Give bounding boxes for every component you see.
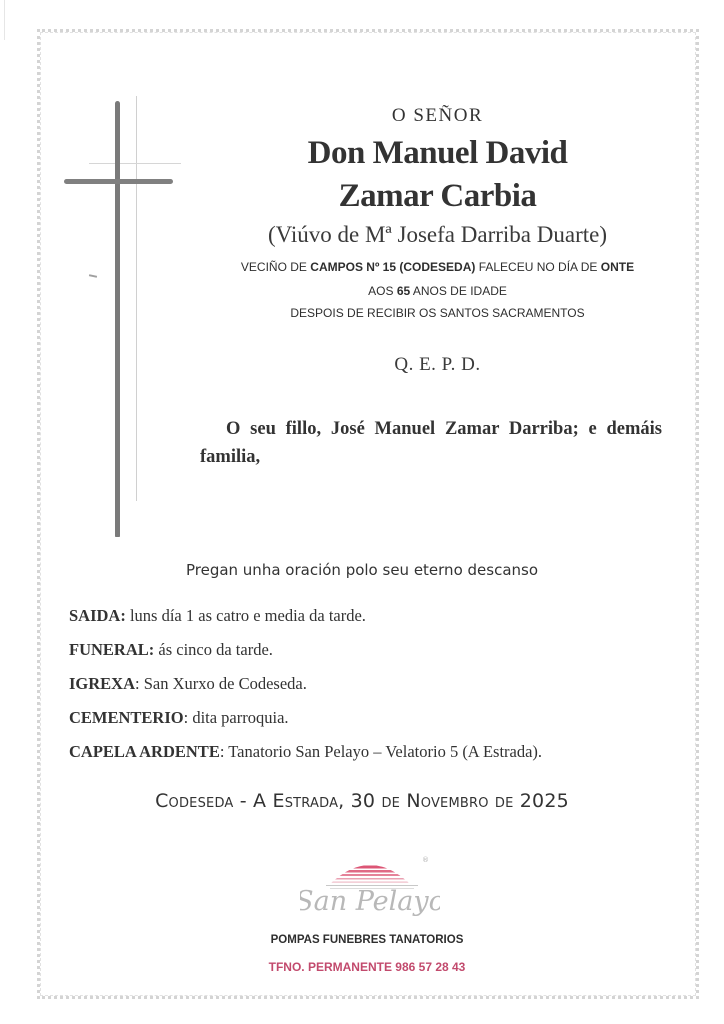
cross-horizontal-bar	[64, 179, 173, 184]
detail-label: SAIDA:	[69, 606, 126, 625]
detail-cementerio	[69, 707, 542, 741]
sacraments-line: DESPOIS DE RECIBIR OS SANTOS SACRAMENTOS	[290, 306, 585, 320]
age-value: 65	[396, 284, 411, 298]
place-and-date: Codeseda - A Estrada, 30 de Novembro de 2025	[155, 790, 569, 812]
svg-text:San Pelayo: San Pelayo	[300, 886, 440, 917]
detail-value: : dita parroquia.	[183, 708, 289, 727]
service-details	[69, 605, 542, 775]
svg-text:®: ®	[422, 856, 429, 864]
detail-label: FUNERAL:	[69, 640, 155, 659]
deceased-name-line1: Don Manuel David	[307, 135, 568, 171]
cross-shadow-vertical	[136, 96, 137, 501]
detail-funeral	[69, 639, 542, 673]
death-day: ONTE	[600, 260, 635, 274]
widower-of: (Viúvo de Mª Josefa Darriba Duarte)	[268, 222, 607, 247]
honorific: O SEÑOR	[391, 105, 484, 126]
detail-saida	[69, 605, 542, 639]
rip-abbreviation: Q. E. P. D.	[394, 354, 481, 375]
detail-label: CEMENTERIO	[69, 708, 184, 727]
age-prefix: AOS	[368, 284, 397, 298]
family-paragraph: O seu fillo, José Manuel Zamar Darriba; e demáis familia,	[200, 419, 662, 467]
scan-artifact	[4, 0, 5, 40]
company-tagline: POMPAS FUNEBRES TANATORIOS	[270, 934, 464, 946]
cross-shadow-horizontal	[89, 163, 181, 164]
age-line	[200, 284, 675, 298]
detail-label: CAPELA ARDENTE	[69, 742, 220, 761]
cross-vertical-bar	[115, 101, 120, 537]
residence-place: CAMPOS Nº 15 (CODESEDA)	[310, 260, 476, 274]
phone-number: TFNO. PERMANENTE 986 57 28 43	[268, 960, 466, 974]
sunset-logo-icon	[300, 850, 440, 920]
san-pelayo-logo	[300, 850, 440, 920]
detail-value: ás cinco da tarde.	[154, 640, 273, 659]
detail-capela-ardente	[69, 741, 542, 775]
residence-line	[200, 260, 675, 274]
prayer-request: Pregan unha oración polo seu eterno descanso	[185, 561, 539, 579]
detail-label: IGREXA	[69, 674, 136, 693]
deceased-name-line2: Zamar Carbia	[338, 178, 537, 214]
detail-value: : Tanatorio San Pelayo – Velatorio 5 (A Estrada).	[219, 742, 543, 761]
residence-middle: FALECEU NO DÍA DE	[475, 260, 601, 274]
age-suffix: ANOS DE IDADE	[410, 284, 507, 298]
detail-value: : San Xurxo de Codeseda.	[135, 674, 307, 693]
residence-prefix: VECIÑO DE	[240, 260, 311, 274]
detail-igrexa	[69, 673, 542, 707]
detail-value: luns día 1 as catro e media da tarde.	[125, 606, 366, 625]
